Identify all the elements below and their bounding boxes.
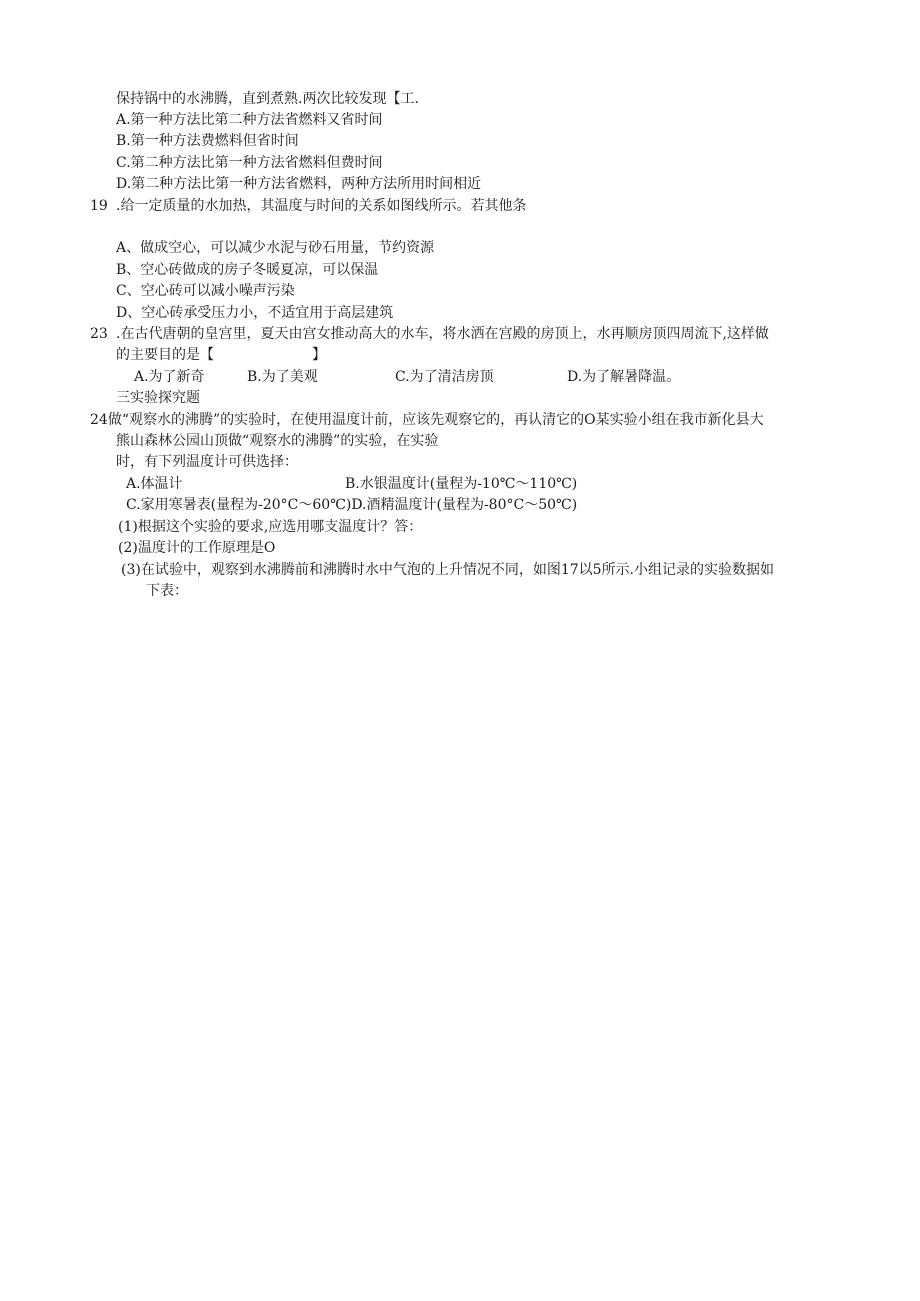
- question-text: .在古代唐朝的皇宫里，夏天由宫女推动高大的水车，将水洒在宫殿的房顶上，水再顺房顶四周流下,这样做: [116, 326, 769, 342]
- answer-blank-line: 的主要目的是【 】: [116, 347, 326, 363]
- text-line: 时，有下列温度计可供选择：: [116, 454, 298, 470]
- option-a: A.第一种方法比第二种方法省燃料又省时间: [116, 112, 383, 128]
- option-c-d: C.家用寒暑表(量程为-20°C～60℃)D.酒精温度计(量程为-80°C～50℃): [126, 497, 578, 513]
- option-b: B.第一种方法费燃料但省时间: [116, 133, 299, 149]
- question-19: [90, 196, 526, 216]
- subquestion-3: (3)在试验中，观察到水沸腾前和沸腾时水中气泡的上升情况不同，如图17以5所示.小组记录的实验数据如: [121, 562, 775, 578]
- text-line: 熊山森林公园山顶做“观察水的沸腾”的实验，在实验: [116, 433, 439, 449]
- option-b: B.水银温度计(量程为-10℃～110℃): [345, 476, 578, 492]
- option-c: C.第二种方法比第一种方法省燃料但费时间: [116, 155, 383, 171]
- subquestion-1: (1)根据这个实验的要求,应选用哪支温度计？答：: [118, 519, 423, 535]
- option-a: A.体温计: [126, 476, 183, 492]
- option-a: A、做成空心，可以减少水泥与砂石用量，节约资源: [116, 240, 435, 256]
- question-24: 24做“观察水的沸腾”的实验时，在使用温度计前，应该先观察它的，再认清它的O某实验小组在我市新化县大: [90, 412, 764, 428]
- question-text: .给一定质量的水加热，其温度与时间的关系如图线所示。若其他条: [116, 198, 527, 214]
- option-c: C.为了清洁房顶: [395, 369, 494, 385]
- option-d: D.为了解暑降温。: [567, 369, 681, 385]
- option-a: A.为了新奇: [134, 369, 205, 385]
- option-b: B、空心砖做成的房子冬暖夏凉，可以保温: [116, 262, 379, 278]
- option-b: B.为了美观: [247, 369, 318, 385]
- text-line: 下表：: [146, 583, 188, 599]
- option-c: C、空心砖可以减小噪声污染: [116, 283, 295, 299]
- question-23: [90, 324, 769, 344]
- option-d: D.第二种方法比第一种方法省燃料，两种方法所用时间相近: [116, 176, 482, 192]
- question-number: 19: [90, 198, 108, 214]
- section-heading: 三实验探究题: [116, 390, 200, 406]
- text-line: 保持锅中的水沸腾，直到煮熟.两次比较发现【工.: [116, 91, 419, 107]
- option-d: D、空心砖承受压力小，不适宜用于高层建筑: [116, 305, 394, 321]
- subquestion-2: (2)温度计的工作原理是O: [118, 540, 276, 556]
- question-number: 23: [90, 326, 108, 342]
